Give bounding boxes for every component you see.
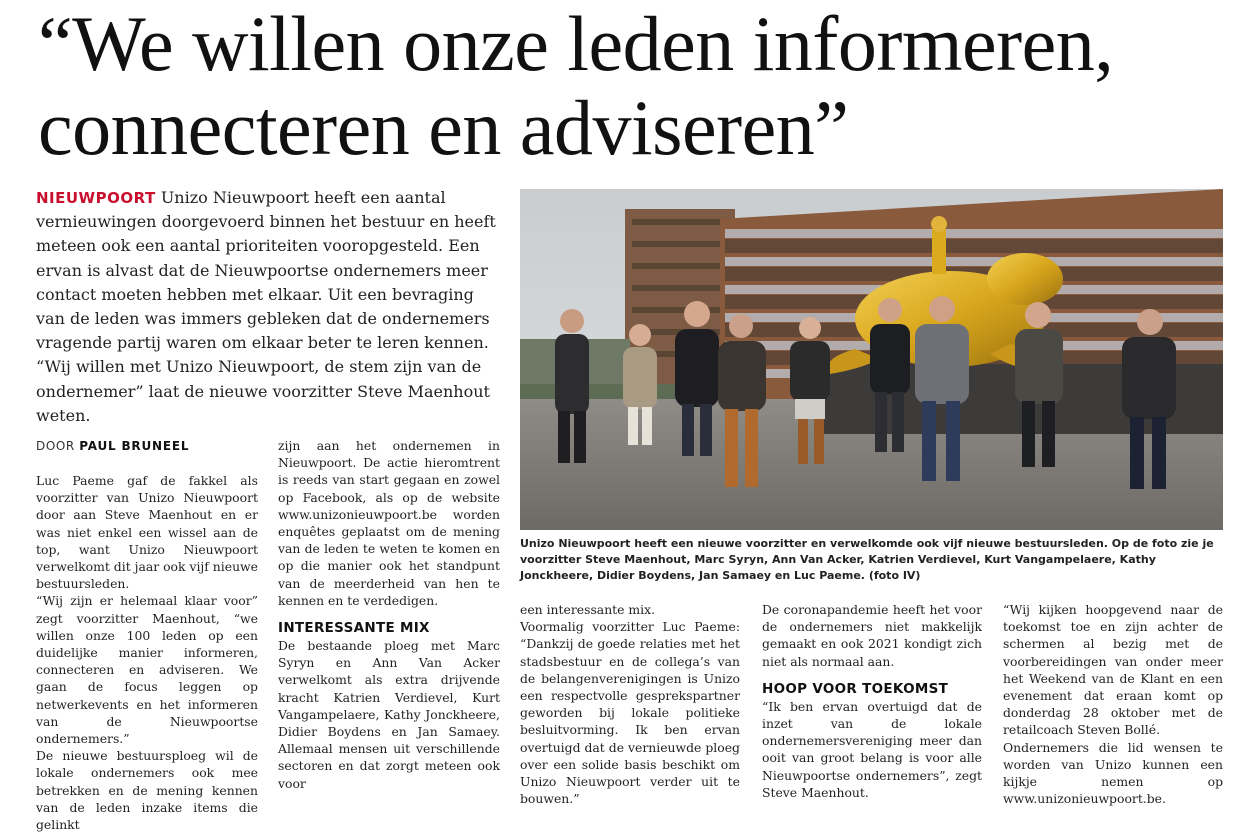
photo-caption: Unizo Nieuwpoort heeft een nieuwe voorzitter en verwelkomde ook vijf nieuwe bestuursleden. Op de foto zie je voorzitter Steve Maenhout, Marc Syryn, Ann Van Acker, Katrien Verdievel, Kurt Vangampelaere, Kathy Jonckheere, Didier Boydens, Jan Samaey en Luc Paeme. (foto IV): [520, 537, 1214, 582]
column-1: [36, 472, 258, 833]
col1-paragraph: Luc Paeme gaf de fakkel als voorzitter van Unizo Nieuwpoort door aan Steve Maenhout en er was niet enkel een wissel aan de top, want Unizo Nieuwpoort verwelkomt dit jaar ook vijf nieuwe bestuursleden.: [36, 473, 258, 592]
headline: “We willen onze leden informeren, connecteren en adviseren”: [38, 0, 1114, 171]
byline-prefix: DOOR: [36, 439, 75, 453]
column-2: [278, 437, 500, 792]
col5-paragraph: Ondernemers die lid wensen te worden van Unizo kunnen een kijkje nemen op www.unizonieuwpoort.be.: [1003, 739, 1223, 807]
col3-paragraph: een interessante mix.: [520, 602, 656, 617]
col4-paragraph: “Ik ben ervan overtuigd dat de inzet van de lokale ondernemersvereniging meer dan ooit van groot belang is voor alle Nieuwpoortse ondernemers”, zegt Steve Maenhout.: [762, 698, 982, 800]
col5-paragraph: “Wij kijken hoopgevend naar de toekomst toe en zijn achter de schermen al bezig met de voorbereidingen van onder meer het Weekend van de Klant en een evenement dat eraan komt op donderdag 28 oktober met de retailcoach Steven Bollé.: [1003, 602, 1223, 738]
column-3: [520, 601, 740, 807]
lede-paragraph: [36, 186, 506, 428]
col1-paragraph: “Wij zijn er helemaal klaar voor” zegt voorzitter Maenhout, “we willen onze 100 leden op een duidelijke manier informeren, connecteren en adviseren. We gaan de focus leggen op netwerkevents en het informeren van de Nieuwpoortse ondernemers.”: [36, 593, 258, 747]
column-5: [1003, 601, 1223, 807]
byline: [36, 439, 266, 453]
col2-paragraph: De bestaande ploeg met Marc Syryn en Ann Van Acker verwelkomt als extra drijvende kracht Katrien Verdievel, Kurt Vangampelaere, Kathy Jonckheere, Didier Boydens en Jan Samaey. Allemaal mensen uit verschillende sectoren en dat zorgt meteen ook voor: [278, 638, 500, 791]
byline-author: PAUL BRUNEEL: [79, 439, 190, 453]
column-4: [762, 601, 982, 801]
col4-paragraph: De coronapandemie heeft het voor de ondernemers niet makkelijk gemaakt en ook 2021 kondigt zich niet als normaal aan.: [762, 602, 982, 669]
col2-paragraph: zijn aan het ondernemen in Nieuwpoort. De actie hieromtrent is reeds van start gegaan en zowel op Facebook, als op de website www.unizonieuwpoort.be worden enquêtes geplaatst om de mening van de leden te weten te komen en op die manier ook het standpunt van de meerderheid van hen te kennen en te verdedigen.: [278, 438, 500, 608]
subheading-interessante-mix: INTERESSANTE MIX: [278, 620, 430, 637]
group-photo: [520, 189, 1223, 530]
col1-paragraph: De nieuwe bestuursploeg wil de lokale ondernemers ook mee betrekken en de mening kennen van de leden inzake items die gelinkt: [36, 748, 258, 833]
subheading-hoop-voor-toekomst: HOOP VOOR TOEKOMST: [762, 680, 949, 697]
lede-text: Unizo Nieuwpoort heeft een aantal vernieuwingen doorgevoerd binnen het bestuur en heeft meteen ook een aantal prioriteiten vooropgesteld. Een ervan is alvast dat de Nieuwpoortse ondernemers meer contact moeten hebben met elkaar. Uit een bevraging van de leden was immers gebleken dat de ondernemers vragende partij waren om elkaar beter te leren kennen. “Wij willen met Unizo Nieuwpoort, de stem zijn van de ondernemer” laat de nieuwe voorzitter Steve Maenhout weten.: [36, 188, 496, 425]
dateline: NIEUWPOORT: [36, 189, 156, 207]
col3-paragraph: Voormalig voorzitter Luc Paeme: “Dankzij de goede relaties met het stadsbestuur en de collega’s van de belangenverenigingen is Unizo een respectvolle gesprekspartner geworden bij lokale politieke besluitvorming. Ik ben ervan overtuigd dat de vernieuwde ploeg over een solide basis beschikt om Unizo Nieuwpoort verder uit te bouwen.”: [520, 619, 740, 807]
